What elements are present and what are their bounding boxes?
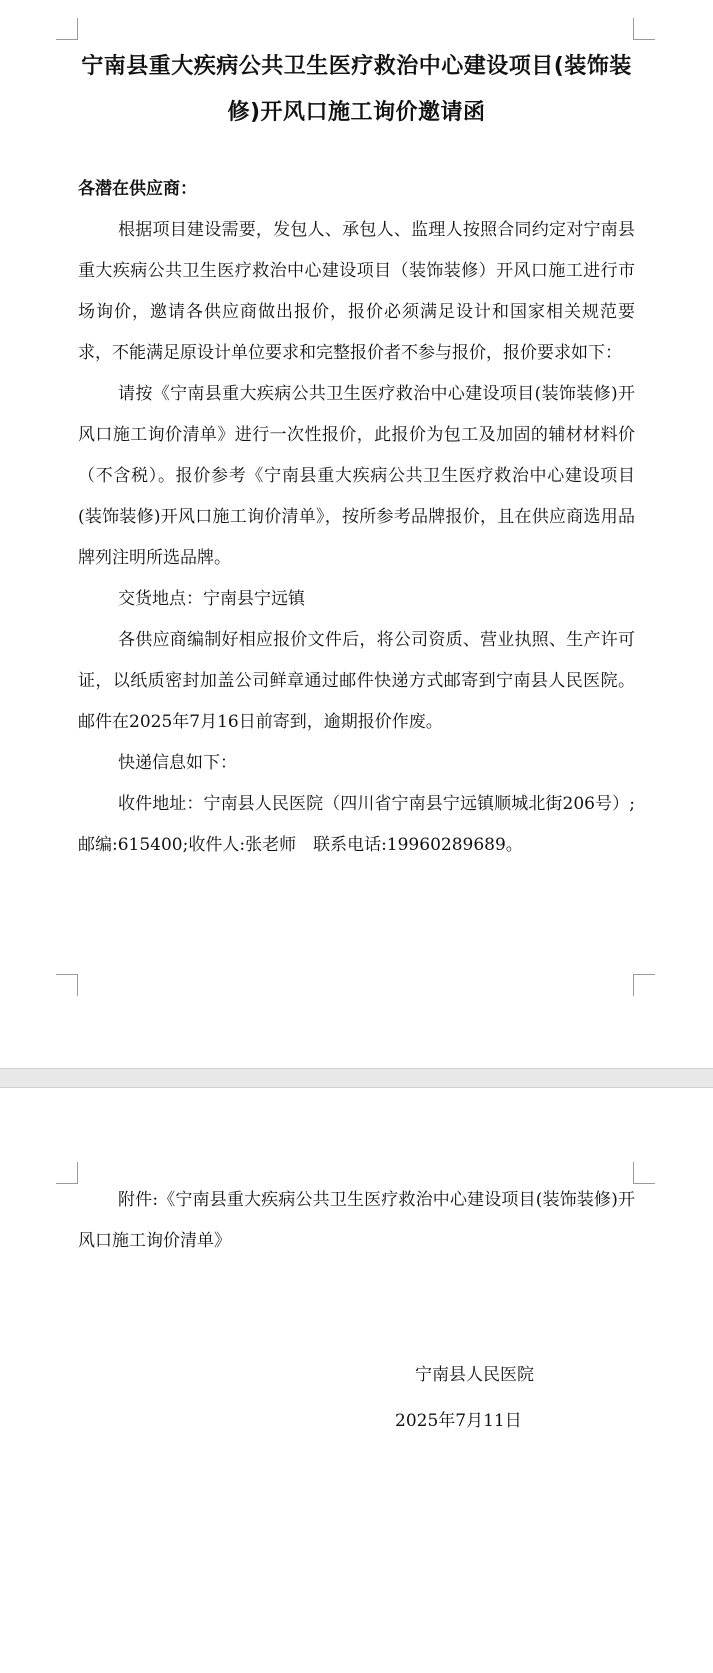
signature-organization: 宁南县人民医院 <box>415 1365 534 1385</box>
paragraph-recipient-address: 收件地址：宁南县人民医院（四川省宁南县宁远镇顺城北街206号）;邮编:615400;收件人:张老师 联系电话:19960289689。 <box>78 794 635 855</box>
paragraph-courier-heading: 快递信息如下： <box>118 753 237 773</box>
paragraph-quote-requirements: 请按《宁南县重大疾病公共卫生医疗救治中心建设项目(装饰装修)开风口施工询价清单》进行一次性报价，此报价为包工及加固的辅材材料价（不含税）。报价参考《宁南县重大疾病公共卫生医疗救治中心建设项目(装饰装修)开风口施工询价清单》，按所参考品牌报价，且在供应商选用品牌列注明所选品牌。 <box>78 384 635 568</box>
margin-corner-mark <box>633 974 655 996</box>
paragraph-delivery-location: 交货地点：宁南县宁远镇 <box>118 589 305 609</box>
signature-date: 2025年7月11日 <box>395 1411 522 1431</box>
paragraph-intro: 根据项目建设需要，发包人、承包人、监理人按照合同约定对宁南县重大疾病公共卫生医疗救治中心建设项目（装饰装修）开风口施工进行市场询价，邀请各供应商做出报价，报价必须满足设计和国家相关规范要求，不能满足原设计单位要求和完整报价者不参与报价，报价要求如下： <box>78 220 635 363</box>
margin-corner-mark <box>56 18 78 40</box>
signature-block <box>395 1352 575 1444</box>
letter-body <box>78 210 635 866</box>
margin-corner-mark <box>56 1162 78 1184</box>
attachment-section <box>78 1180 635 1262</box>
attachment-note: 附件:《宁南县重大疾病公共卫生医疗救治中心建设项目(装饰装修)开风口施工询价清单》 <box>78 1190 635 1251</box>
margin-corner-mark <box>633 18 655 40</box>
paragraph-submission: 各供应商编制好相应报价文件后，将公司资质、营业执照、生产许可证，以纸质密封加盖公司鲜章通过邮件快递方式邮寄到宁南县人民医院。邮件在2025年7月16日前寄到，逾期报价作废。 <box>78 630 635 732</box>
document-title: 宁南县重大疾病公共卫生医疗救治中心建设项目(装饰装修)开风口施工询价邀请函 <box>81 54 632 125</box>
margin-corner-mark <box>633 1162 655 1184</box>
page-separator <box>0 1068 713 1088</box>
salutation: 各潜在供应商： <box>78 179 197 199</box>
margin-corner-mark <box>56 974 78 996</box>
document-page-2 <box>0 1088 713 1673</box>
